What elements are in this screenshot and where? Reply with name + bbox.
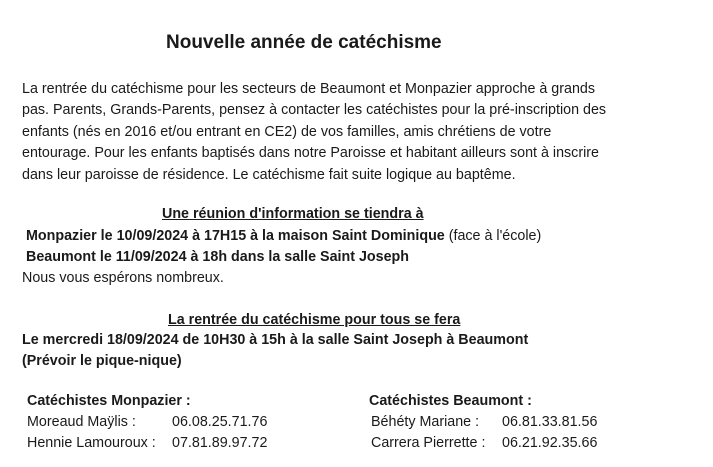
catechists-beaumont-heading: Catéchistes Beaumont :: [369, 393, 532, 409]
catechist-phone: 06.21.92.35.66: [502, 435, 598, 451]
intro-paragraph: [22, 79, 702, 186]
intro-line: pas. Parents, Grands-Parents, pensez à contacter les catéchistes pour la pré-inscription des: [22, 102, 607, 119]
rentree-date: Le mercredi 18/09/2024 de 10H30 à 15h à la salle Saint Joseph à Beaumont: [22, 332, 529, 348]
catechist-phone: 06.08.25.71.76: [172, 414, 268, 430]
meeting-beaumont: Beaumont le 11/09/2024 à 18h dans la salle Saint Joseph: [26, 249, 410, 265]
intro-line: dans leur paroisse de résidence. Le catéchisme fait suite logique au baptême.: [22, 166, 516, 183]
catechist-name: Hennie Lamouroux :: [27, 435, 156, 451]
catechists-monpazier-heading: Catéchistes Monpazier :: [27, 393, 191, 409]
intro-line: enfants (nés en 2016 et/ou entrant en CE2) de vos familles, amis chrétiens de votre: [22, 123, 552, 140]
catechist-phone: 06.81.33.81.56: [502, 414, 598, 430]
page-title: Nouvelle année de catéchisme: [166, 32, 442, 53]
catechist-name: Béhéty Mariane :: [371, 414, 480, 430]
meeting-monpazier-note: (face à l'école): [444, 228, 542, 244]
meeting-heading: Une réunion d'information se tiendra à: [162, 206, 424, 222]
meeting-monpazier-details: Monpazier le 10/09/2024 à 17H15 à la maison Saint Dominique: [26, 228, 445, 244]
catechist-name: Moreaud Maÿlis :: [27, 414, 136, 430]
intro-line: La rentrée du catéchisme pour les secteurs de Beaumont et Monpazier approche à grands: [22, 81, 596, 97]
rentree-picnic: (Prévoir le pique-nique): [22, 353, 182, 369]
meeting-closing: Nous vous espérons nombreux.: [22, 270, 224, 286]
intro-line: entourage. Pour les enfants baptisés dans notre Paroisse et habitant ailleurs sont à inscrire: [22, 145, 599, 162]
meeting-monpazier: [26, 228, 541, 244]
rentree-heading: La rentrée du catéchisme pour tous se fera: [168, 312, 461, 328]
catechist-phone: 07.81.89.97.72: [172, 435, 268, 451]
catechist-name: Carrera Pierrette :: [371, 435, 486, 451]
